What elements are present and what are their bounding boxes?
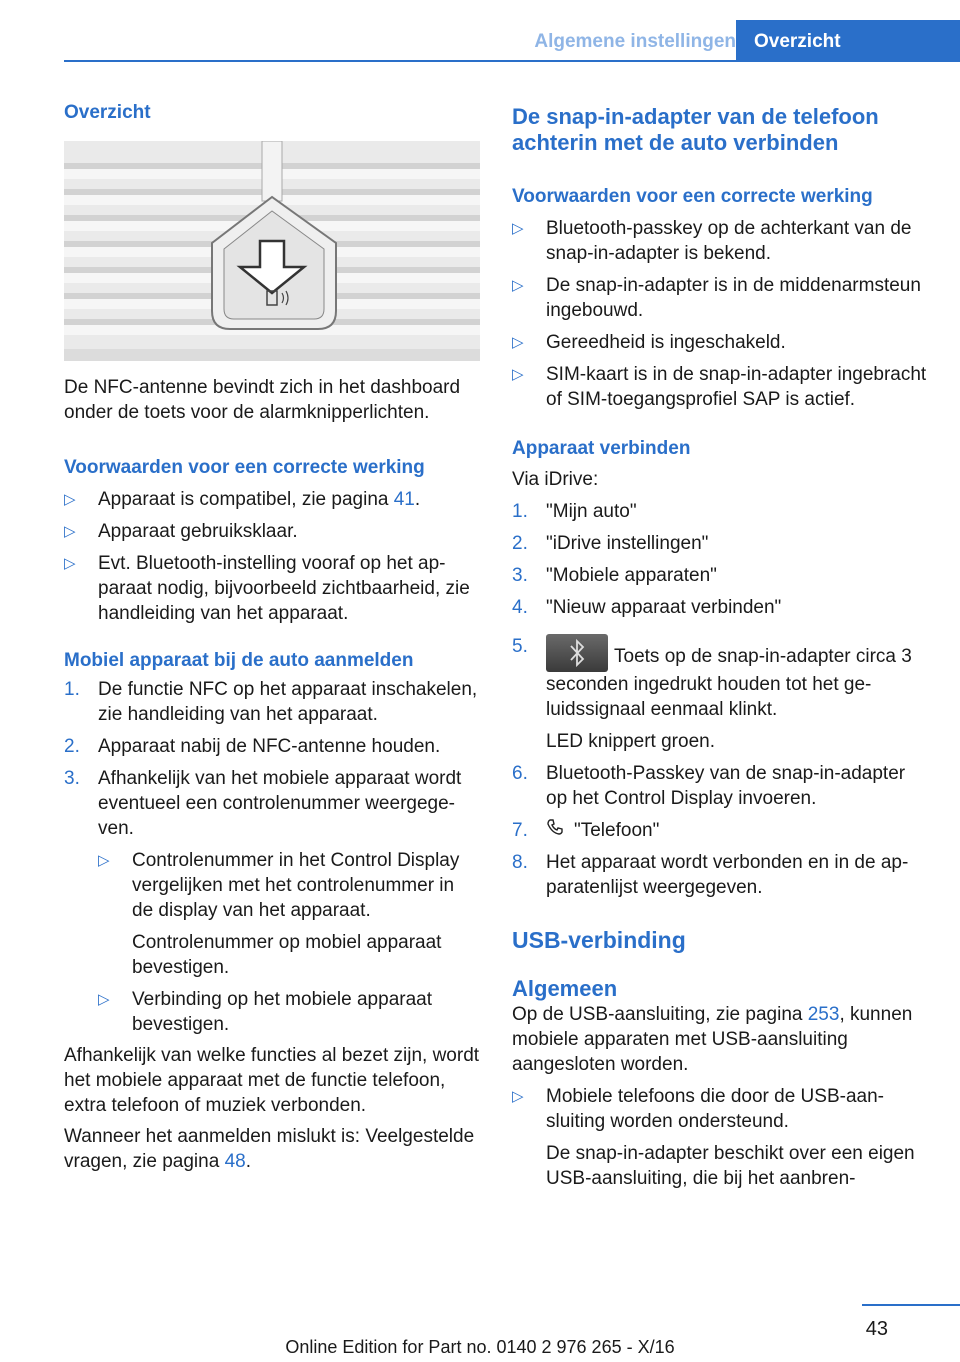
paragraph-text: Wanneer het aanmelden mislukt is: Veelgestelde vragen, zie pagina [64, 1126, 475, 1172]
triangle-right-icon: ▷ [98, 991, 110, 1008]
bluetooth-glyph [546, 634, 608, 672]
usb-paragraph [512, 1002, 928, 1077]
step-number: 8. [512, 852, 528, 873]
step-text: "Mobiele apparaten" [546, 565, 717, 586]
list-item-text: De snap-in-adapter is in de middenarmsteun ingebouwd. [546, 275, 921, 321]
triangle-right-icon: ▷ [512, 1088, 524, 1105]
page-link-253[interactable]: 253 [807, 1004, 840, 1025]
list-item [512, 273, 928, 323]
step-item [512, 595, 928, 620]
step-text: Toets op de snap-in-adapter circa 3 seconden ingedrukt houden tot het geluidssignaal eenmaal klinkt. [546, 646, 912, 720]
step-number: 2. [512, 533, 528, 554]
step-number: 3. [64, 768, 80, 789]
usb-heading: USB-verbinding [512, 927, 686, 953]
step-item [512, 634, 928, 754]
page-number: 43 [865, 1318, 888, 1340]
right-column [512, 100, 928, 1191]
step-text: Het apparaat wordt verbonden en in de apparatenlijst weergegeven. [546, 852, 909, 898]
phone-icon [546, 818, 568, 843]
triangle-right-icon: ▷ [512, 366, 524, 383]
triangle-right-icon: ▷ [512, 220, 524, 237]
dashboard-vent-illustration [64, 141, 480, 361]
section-title-overzicht: Overzicht [64, 102, 151, 123]
list-item-text: Apparaat is compatibel, zie pagina [98, 489, 394, 510]
step-extra: LED knippert groen. [546, 731, 715, 752]
register-sub-list [98, 848, 480, 1037]
paragraph-failed [64, 1124, 480, 1174]
triangle-right-icon: ▷ [512, 277, 524, 294]
step-number: 1. [512, 501, 528, 522]
step-number: 6. [512, 763, 528, 784]
bluetooth-button-icon [546, 634, 608, 672]
list-item-punct: . [414, 489, 421, 510]
usb-text-after: , kunnen mobiele apparaten met USB-aansluiting aangesloten worden. [512, 1004, 913, 1075]
page-link-48[interactable]: 48 [224, 1151, 246, 1172]
list-item [64, 551, 480, 626]
sub-list-item [98, 987, 480, 1037]
list-item [512, 362, 928, 412]
step-text: "Telefoon" [574, 820, 660, 841]
list-item-text: Bluetooth-passkey op de achterkant van de snap-in-adapter is bekend. [546, 218, 912, 264]
triangle-right-icon: ▷ [98, 852, 110, 869]
step-text: De functie NFC op het apparaat inschakelen, zie handleiding van het apparaat. [98, 679, 478, 725]
right-prereq-heading: Voorwaarden voor een correcte werking [512, 186, 873, 207]
list-item [64, 487, 480, 512]
step-number: 4. [512, 597, 528, 618]
step-item [64, 734, 480, 759]
via-idrive: Via iDrive: [512, 469, 599, 490]
step-number: 5. [512, 636, 528, 657]
triangle-right-icon: ▷ [64, 491, 76, 508]
step-text: Bluetooth-Passkey van de snap-in-adapter op het Control Display invoeren. [546, 763, 906, 809]
phone-glyph [546, 818, 564, 836]
step-item [512, 499, 928, 524]
step-number: 3. [512, 565, 528, 586]
step-text: "Mijn auto" [546, 501, 637, 522]
header-tab-overzicht: Overzicht [736, 20, 960, 62]
list-item-text: Gereedheid is ingeschakeld. [546, 332, 786, 353]
sub-item-text: Verbinding op het mobiele apparaat bevestigen. [132, 989, 433, 1035]
list-item [512, 1084, 928, 1191]
step-number: 2. [64, 736, 80, 757]
list-item-extra: De snap-in-adapter beschikt over een eigen USB-aansluiting, die bij het aanbren- [546, 1143, 915, 1189]
list-item [64, 519, 480, 544]
sub-item-extra: Controlenummer op mobiel apparaat bevestigen. [132, 932, 442, 978]
step-text: Apparaat nabij de NFC-antenne houden. [98, 736, 441, 757]
header-rule [64, 60, 960, 62]
list-item-text: Evt. Bluetooth-instelling vooraf op het apparaat nodig, bijvoorbeeld zichtbaarheid, zie handleiding van het apparaat. [98, 553, 470, 624]
step-item [512, 761, 928, 811]
page-link-41[interactable]: 41 [393, 489, 415, 510]
sub-item-text: Controlenummer in het Control Display vergelijken met het controlenummer in de display van het apparaat. [132, 850, 460, 921]
paragraph-punct: . [245, 1151, 251, 1172]
step-number: 7. [512, 820, 528, 841]
left-column [64, 100, 480, 1174]
paragraph-function: Afhankelijk van welke functies al bezet zijn, wordt het mobiele apparaat met de functie telefoon, extra telefoon of muziek verbonden. [64, 1045, 480, 1116]
step-text: "iDrive instellingen" [546, 533, 709, 554]
general-heading: Algemeen [512, 976, 618, 1001]
edition-text: Online Edition for Part no. 0140 2 976 265 - X/16 [285, 1337, 675, 1357]
page-header [0, 0, 960, 62]
step-item [512, 531, 928, 556]
triangle-right-icon: ▷ [512, 334, 524, 351]
header-section-title: Algemene instellingen [534, 31, 736, 52]
snap-in-title: De snap-in-adapter van de telefoon achterin met de auto verbinden [512, 104, 879, 155]
sub-list-item [98, 848, 480, 980]
triangle-right-icon: ▷ [64, 555, 76, 572]
right-prereq-list [512, 216, 928, 412]
register-steps [64, 677, 480, 841]
left-prereq-heading: Voorwaarden voor een correcte werking [64, 457, 425, 478]
step-item [512, 850, 928, 900]
nfc-antenna-figure [64, 141, 480, 361]
list-item [512, 216, 928, 266]
step-text: "Nieuw apparaat verbinden" [546, 597, 782, 618]
usb-text: Op de USB-aansluiting, zie pagina [512, 1004, 808, 1025]
step-text: Afhankelijk van het mobiele apparaat wordt eventueel een controlenummer weergegeven. [98, 768, 462, 839]
left-prereq-list [64, 487, 480, 626]
connect-heading: Apparaat verbinden [512, 438, 691, 459]
footer-rule [862, 1304, 960, 1306]
step-item [64, 766, 480, 841]
step-number: 1. [64, 679, 80, 700]
step-item [512, 563, 928, 588]
step-item [64, 677, 480, 727]
register-heading: Mobiel apparaat bij de auto aanmelden [64, 650, 414, 671]
list-item-text: Apparaat gebruiksklaar. [98, 521, 298, 542]
list-item-text: SIM-kaart is in de snap-in-adapter ingebracht of SIM-toegangsprofiel SAP is actief. [546, 364, 927, 410]
list-item-text: Mobiele telefoons die door de USB-aansluiting worden ondersteund. [546, 1086, 884, 1132]
triangle-right-icon: ▷ [64, 523, 76, 540]
nfc-caption: De NFC-antenne bevindt zich in het dashboard onder de toets voor de alarmknipperlichten. [64, 377, 461, 423]
connect-steps [512, 499, 928, 900]
step-item [512, 818, 928, 843]
usb-list [512, 1084, 928, 1191]
list-item [512, 330, 928, 355]
